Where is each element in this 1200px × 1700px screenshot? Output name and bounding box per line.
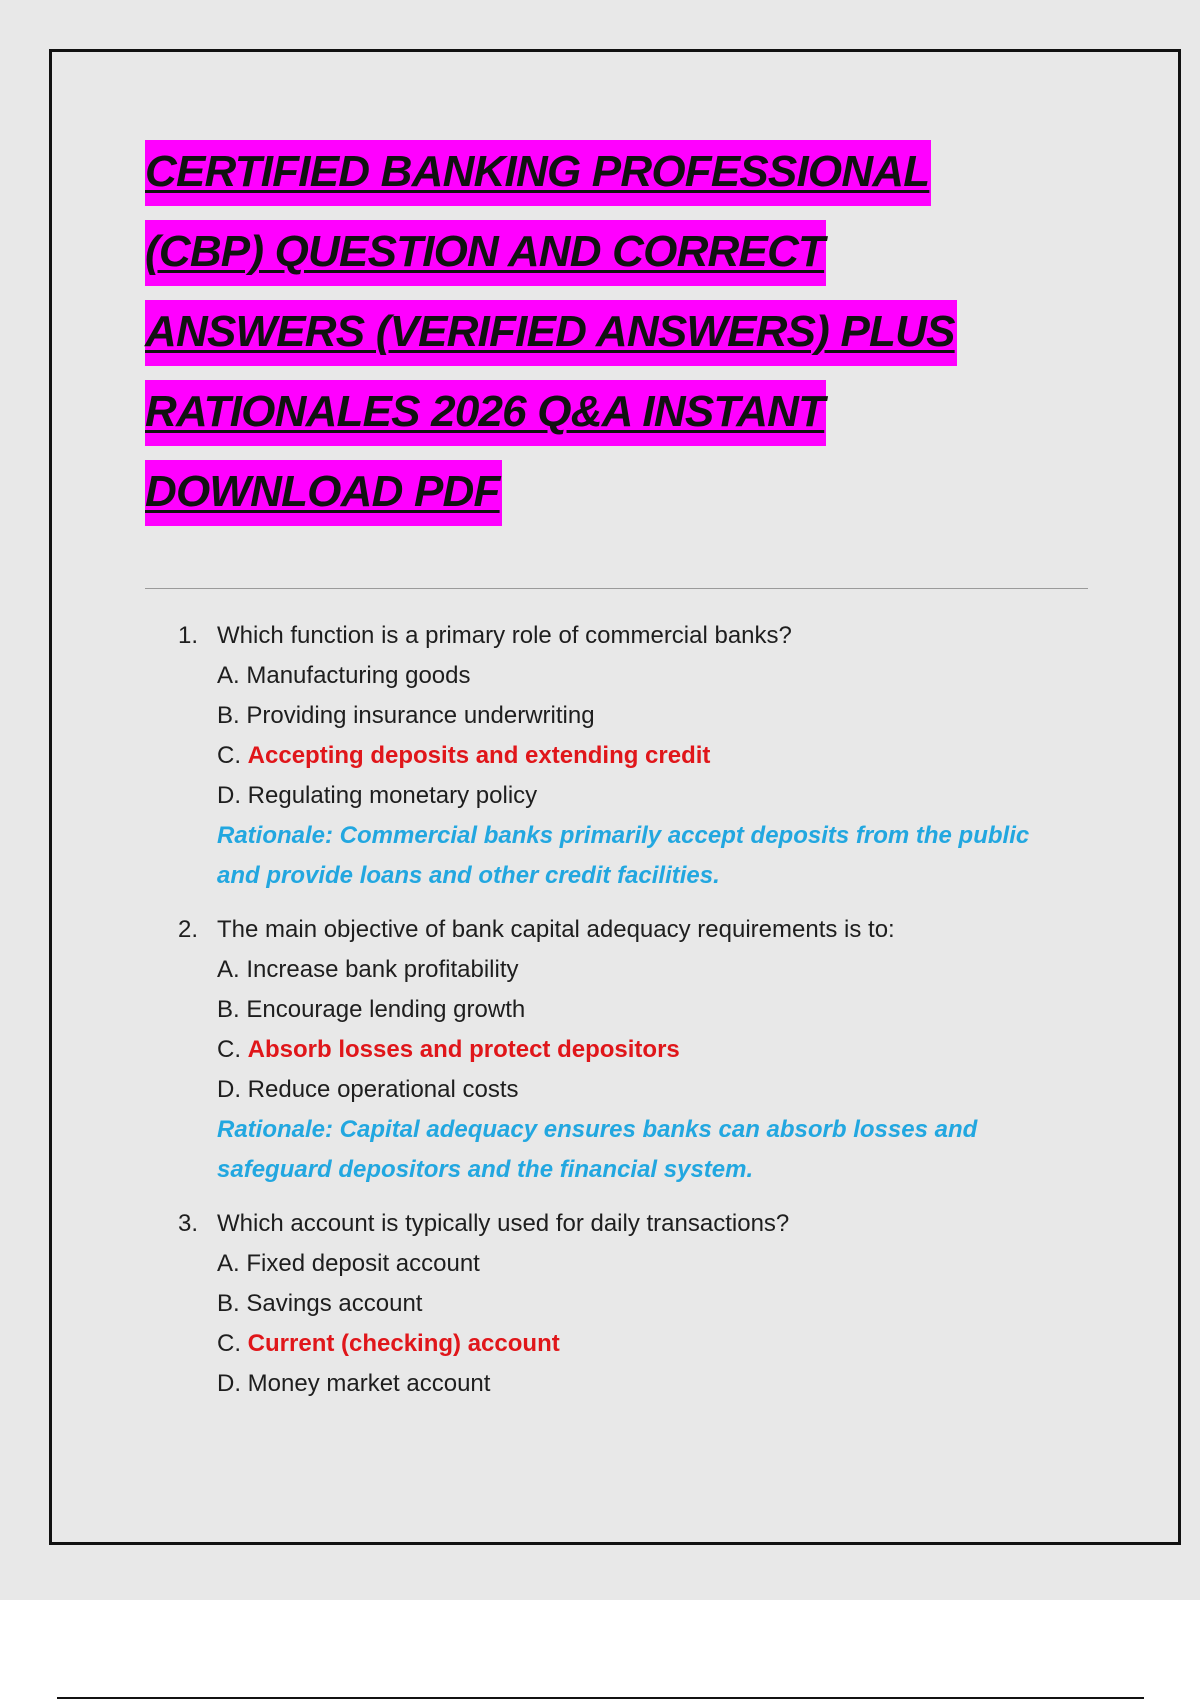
option-c	[217, 736, 1078, 776]
option-letter: C.	[217, 1330, 241, 1357]
option-b	[217, 696, 1078, 736]
option-text: Encourage lending growth	[246, 996, 526, 1023]
title-line-1: CERTIFIED BANKING PROFESSIONAL	[145, 140, 931, 206]
option-letter: D.	[217, 782, 241, 809]
option-letter: B.	[217, 996, 240, 1023]
option-a	[217, 1244, 1078, 1284]
option-letter: B.	[217, 702, 240, 729]
title-line-3: ANSWERS (VERIFIED ANSWERS) PLUS	[145, 300, 957, 366]
option-c	[217, 1324, 1078, 1364]
question-number: 1.	[178, 622, 199, 649]
option-b	[217, 990, 1078, 1030]
rationale-text: Rationale: Capital adequacy ensures banks can absorb losses and safeguard depositors and the financial system.	[217, 1116, 978, 1183]
question-2	[178, 910, 1078, 1190]
correct-answer-text: Accepting deposits and extending credit	[247, 742, 711, 769]
correct-answer-text: Absorb losses and protect depositors	[247, 1036, 680, 1063]
option-c	[217, 1030, 1078, 1070]
option-letter: D.	[217, 1076, 241, 1103]
question-stem	[178, 1204, 1078, 1244]
option-d	[217, 776, 1078, 816]
question-3	[178, 1204, 1078, 1404]
section-divider	[145, 588, 1088, 589]
question-stem	[178, 910, 1078, 950]
option-letter: B.	[217, 1290, 240, 1317]
option-letter: A.	[217, 662, 240, 689]
question-number: 2.	[178, 916, 199, 943]
question-number: 3.	[178, 1210, 199, 1237]
title-line-4: RATIONALES 2026 Q&A INSTANT	[145, 380, 826, 446]
option-text: Manufacturing goods	[246, 662, 471, 689]
option-d	[217, 1070, 1078, 1110]
option-a	[217, 950, 1078, 990]
option-text: Savings account	[246, 1290, 423, 1317]
question-text: Which account is typically used for daily transactions?	[217, 1210, 790, 1237]
option-letter: C.	[217, 742, 241, 769]
next-page-rule	[57, 1697, 1144, 1699]
option-text: Providing insurance underwriting	[246, 702, 595, 729]
option-text: Money market account	[247, 1370, 491, 1397]
option-text: Regulating monetary policy	[247, 782, 538, 809]
option-d	[217, 1364, 1078, 1404]
option-letter: A.	[217, 956, 240, 983]
correct-answer-text: Current (checking) account	[247, 1330, 560, 1357]
option-letter: D.	[217, 1370, 241, 1397]
question-text: Which function is a primary role of commercial banks?	[217, 622, 792, 649]
rationale-text: Rationale: Commercial banks primarily accept deposits from the public and provide loans and other credit facilities.	[217, 822, 1030, 889]
question-stem	[178, 616, 1078, 656]
option-text: Reduce operational costs	[247, 1076, 519, 1103]
option-b	[217, 1284, 1078, 1324]
option-letter: A.	[217, 1250, 240, 1277]
option-text: Increase bank profitability	[246, 956, 519, 983]
title-line-2: (CBP) QUESTION AND CORRECT	[145, 220, 826, 286]
title-line-5: DOWNLOAD PDF	[145, 460, 502, 526]
question-list	[178, 616, 1078, 1418]
document-title	[145, 140, 1045, 540]
option-letter: C.	[217, 1036, 241, 1063]
question-text: The main objective of bank capital adequacy requirements is to:	[217, 916, 895, 943]
option-a	[217, 656, 1078, 696]
option-text: Fixed deposit account	[246, 1250, 480, 1277]
question-1	[178, 616, 1078, 896]
